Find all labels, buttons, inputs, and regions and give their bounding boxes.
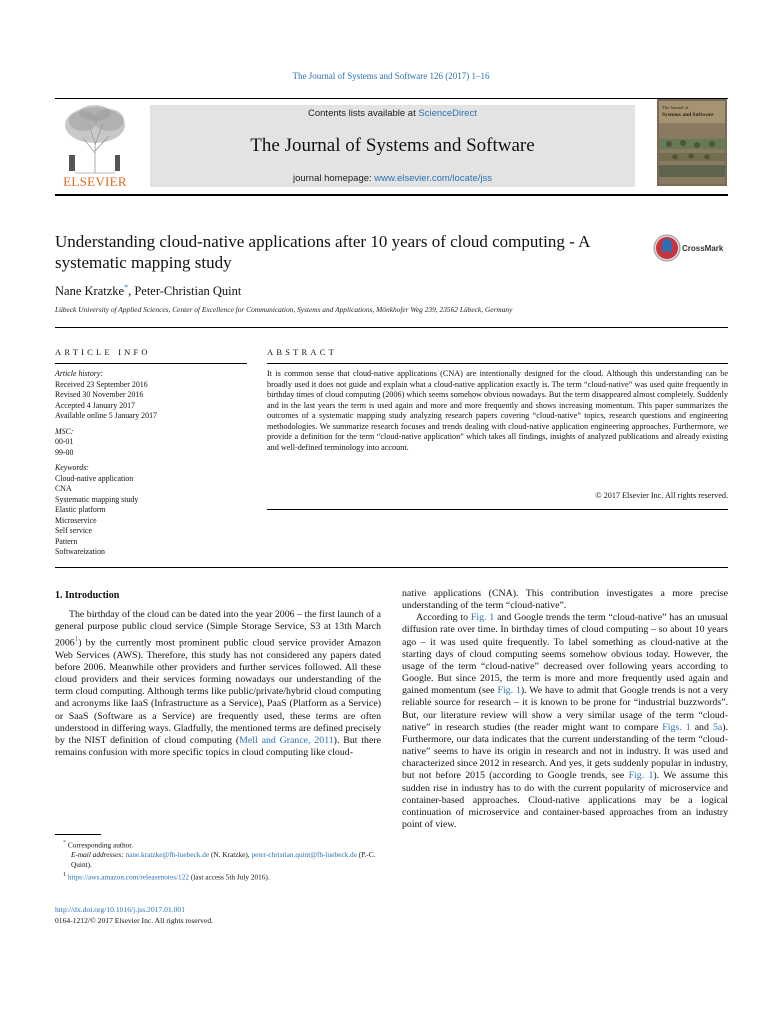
- corresponding-mark: *: [63, 840, 66, 846]
- keywords-label: Keywords:: [55, 463, 89, 472]
- keyword: Microservice: [55, 515, 97, 525]
- text-run: ). We have to admit that Google trends is not a very reliable source for research – it is known to be prone for “industrial buzzwords”. But, our literature review will show a very similar usage of the term “cloud-native” in research studies (the reader might want to compare: [402, 685, 728, 733]
- abstract-text: It is common sense that cloud-native applications (CNA) are intentionally designed for the cloud. Although this understanding can be broadly used it does not guide and explain what a cloud-native application exactly is. The term “cloud-native” was used quite frequently in birthday times of cloud computing (2006) which seems somehow obvious nowadays. But the term disappeared almost completely. Suddenly and in the last years the term is used again and more and more frequently and shows increasing momentum. This paper summarizes the outcomes of a systematic mapping study analyzing research papers covering “cloud-native” topics, research questions and engineering methodologies. We summarize research focuses and trends dealing with cloud-native application engineering approaches. Furthermore, we provide a definition for the term “cloud-native application” which takes all findings, insights of analyzed publications and already existing and well-defined terminology into account.: [267, 369, 728, 452]
- corresponding-mark[interactable]: *: [124, 283, 129, 292]
- intro-paragraph-1: [55, 609, 381, 759]
- history-item: Revised 30 November 2016: [55, 390, 144, 399]
- elsevier-tree-icon: [55, 103, 145, 175]
- homepage-prefix: journal homepage:: [292, 173, 375, 184]
- elsevier-wordmark: ELSEVIER: [63, 174, 127, 189]
- msc-code: 99-00: [55, 447, 74, 457]
- body-start-rule: [55, 567, 728, 568]
- figure-link[interactable]: Fig. 1: [470, 612, 495, 624]
- intro-paragraph-1-cont: native applications (CNA). This contribution investigates a more precise understanding of the term “cloud-native”.: [402, 588, 728, 612]
- footnote-corresponding: [55, 838, 381, 850]
- article-info-heading: ARTICLE INFO: [55, 347, 151, 357]
- footnote-1: [55, 870, 381, 882]
- intro-paragraph-2: [402, 612, 728, 831]
- body-column-right: [402, 588, 728, 831]
- keyword: Self service: [55, 526, 93, 535]
- history-item: Available online 5 January 2017: [55, 411, 157, 420]
- masthead-bottom-rule: [55, 194, 728, 196]
- text-run: and: [690, 721, 713, 733]
- text-run: According to: [416, 612, 471, 624]
- doi-link[interactable]: http://dx.doi.org/10.1016/j.jss.2017.01.001: [55, 905, 186, 914]
- history-item: Accepted 4 January 2017: [55, 400, 135, 410]
- homepage-line: [150, 173, 635, 184]
- journal-name: The Journal of Systems and Software: [250, 135, 535, 156]
- footnotes: [55, 838, 381, 883]
- figure-link[interactable]: Fig. 1: [497, 685, 521, 697]
- footnote-1-mark: 1: [63, 872, 66, 879]
- crossmark-icon: [653, 234, 681, 262]
- email-label: E-mail addresses:: [71, 850, 124, 860]
- abstract-copyright: © 2017 Elsevier Inc. All rights reserved.: [595, 491, 728, 500]
- footnote-rule: [55, 834, 101, 835]
- journal-citation[interactable]: The Journal of Systems and Software 126 (2017) 1–16: [292, 71, 490, 81]
- keywords: [55, 463, 245, 558]
- info-rule: [55, 363, 247, 364]
- crossmark-label[interactable]: CrossMark: [682, 244, 724, 253]
- abstract-end-rule: [267, 509, 728, 510]
- msc-label: MSC:: [55, 426, 74, 436]
- text-run: and Google trends the term “cloud-native” has an unusual diffusion rate over time. In birthday times of cloud computing – so about 10 years ago – it was used quite frequently. To label something as cloud-native at the starting days of cloud computing seems somehow obvious today. However, the usage of the term “cloud-native” decreased over following years according to Google. But since 2015, the term is more and more frequently used again and gained momentum (see: [402, 612, 728, 697]
- author-list: [55, 283, 241, 299]
- cover-title-2: Systems and Software: [662, 112, 714, 118]
- keyword: Softwareization: [55, 547, 105, 556]
- doi-block: [55, 905, 213, 926]
- header-rule: [55, 327, 728, 328]
- keyword: CNA: [55, 484, 72, 493]
- contents-prefix: Contents lists available at: [308, 108, 419, 119]
- email-owner-2: (P.-C. Quint).: [71, 850, 376, 870]
- msc-code: 00-01: [55, 437, 74, 446]
- article-history: [55, 369, 245, 422]
- author-1: Nane Kratzke: [55, 284, 125, 299]
- email-link-1[interactable]: nane.kratzke@fh-luebeck.de: [125, 850, 210, 860]
- masthead-top-rule: [55, 98, 728, 99]
- abstract-heading: ABSTRACT: [267, 347, 337, 357]
- article-info: [55, 369, 245, 563]
- abstract-rule: [267, 363, 728, 364]
- footnote-ref-1[interactable]: 1: [74, 635, 79, 644]
- sciencedirect-link[interactable]: ScienceDirect: [418, 108, 477, 119]
- history-item: Received 23 September 2016: [55, 379, 148, 389]
- text-run: ). We assume this sudden rise in industry has to do with the current popularity of microservice and container-based approaches. Cloud-native applications may be a logical continuation of microservice and container-based approaches from an industry point of view.: [402, 770, 728, 830]
- text-run: ) by the currently most prominent public cloud service provider Amazon Web Services (AWS). Therefore, this study has not considered any papers dated before 2006. Meanwhile other providers and further services followed. All these cloud providers and their services forming nowadays our understanding of the term cloud computing. Although terms like public/private/hybrid cloud computing and acronyms like IaaS (Infrastructure as a Service), PaaS (Platform as a Service) or SaaS (Software as a Service) are frequently used, these terms are often understood in differing ways. Gladfully, the mentioned terms are defined precisely by the NIST definition of cloud computing (: [55, 637, 381, 746]
- text-run: The birthday of the cloud can be dated into the year 2006 – the first launch of a general purpose public cloud service (Simple Storage Service, S3 at 13th March 2006: [55, 609, 381, 649]
- journal-cover-image: [657, 99, 727, 186]
- keyword: Cloud-native application: [55, 473, 134, 483]
- citation-link[interactable]: Mell and Grance, 2011: [239, 734, 334, 746]
- email-owner-1: (N. Kratzke),: [209, 850, 252, 860]
- corresponding-label: Corresponding author.: [67, 840, 134, 850]
- email-link-2[interactable]: peter-christian.quint@fh-luebeck.de: [251, 850, 357, 860]
- paper-title: Understanding cloud-native applications after 10 years of cloud computing - A systematic mapping study: [55, 232, 590, 272]
- footnote-1-text: (last access 5th July 2016).: [189, 872, 270, 882]
- body-column-left: [55, 609, 381, 759]
- figure-link[interactable]: 5a: [712, 721, 723, 733]
- journal-cover[interactable]: [657, 99, 727, 186]
- keyword: Systematic mapping study: [55, 494, 139, 504]
- figure-link[interactable]: Fig. 1: [628, 770, 654, 782]
- figure-link[interactable]: Figs. 1: [662, 721, 691, 733]
- section-heading-introduction: 1. Introduction: [55, 590, 120, 601]
- text-run: ). But there remains confusion with more specific topics in cloud computing like cloud-: [55, 734, 381, 758]
- footnote-emails: [55, 850, 381, 870]
- affiliation: Lübeck University of Applied Sciences, Center of Excellence for Communication, Systems and Applications, Mönkhofer Weg 239, 23562 Lübeck, Germany: [55, 305, 513, 314]
- author-2: Peter-Christian Quint: [134, 284, 242, 299]
- keyword: Elastic platform: [55, 505, 106, 514]
- keyword: Pattern: [55, 536, 78, 546]
- issn-copyright: 0164-1212/© 2017 Elsevier Inc. All rights reserved.: [55, 915, 214, 925]
- journal-homepage-link[interactable]: www.elsevier.com/locate/jss: [374, 173, 493, 184]
- msc-codes: [55, 427, 245, 459]
- footnote-1-link[interactable]: https://aws.amazon.com/releasenotes/122: [67, 872, 190, 882]
- text-run: ). Furthermore, our data indicates that the current understanding of the term “cloud-native” seems to have its origin in research and not in industry. It was used and characterized since 2012 in research. And yes, it gets suddenly popular in industry, but not before 2015 (according to Google trends, see: [402, 721, 728, 782]
- cover-title-1: The Journal of: [662, 105, 689, 110]
- history-label: Article history:: [55, 369, 103, 378]
- author-separator: ,: [128, 284, 135, 299]
- contents-line: [150, 108, 635, 119]
